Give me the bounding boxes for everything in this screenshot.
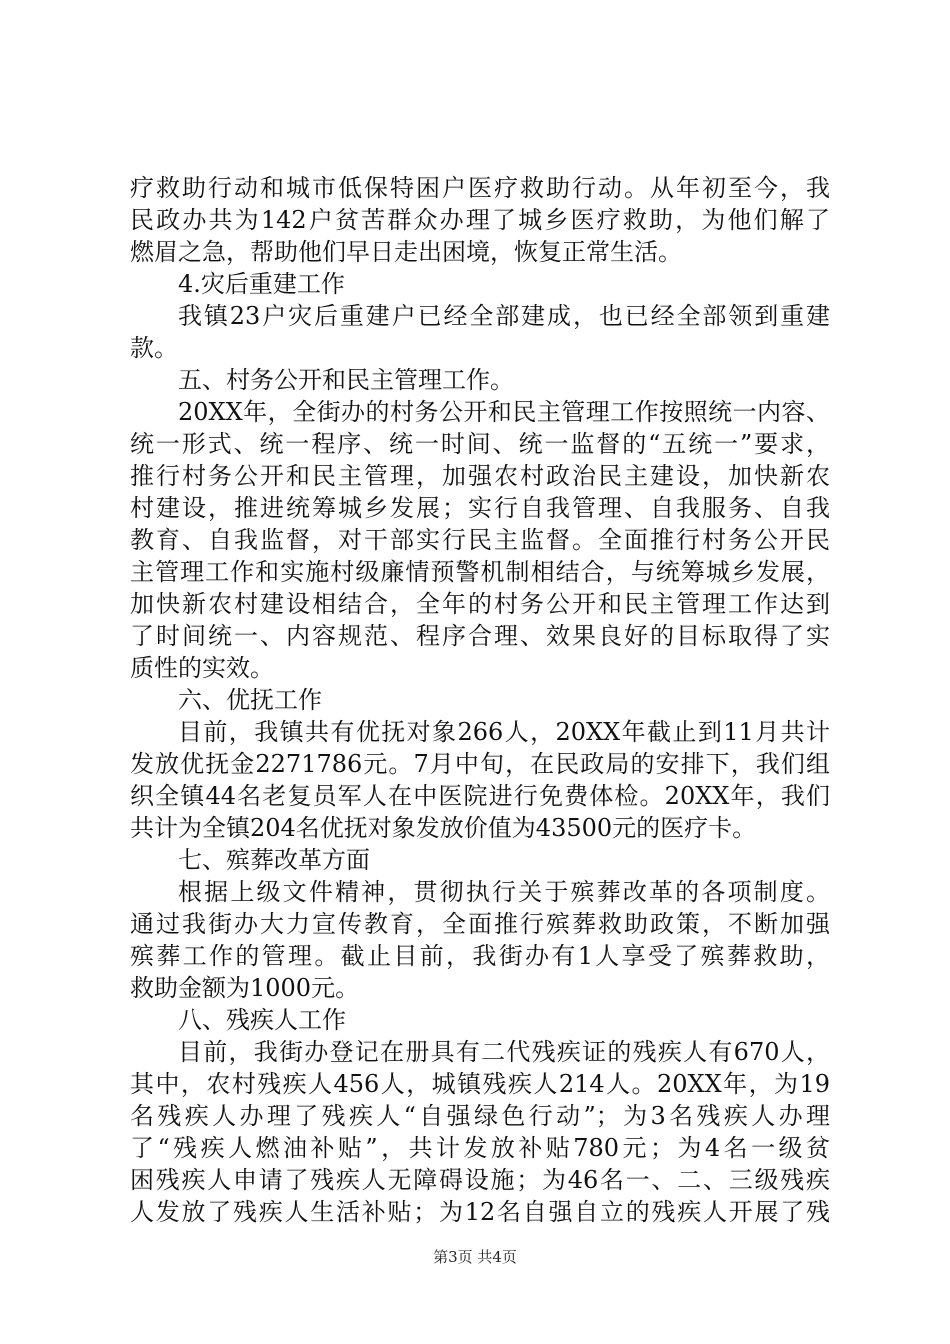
body-text [130, 172, 830, 1228]
text-line: 织全镇44名老复员军人在中医院进行免费体检。20XX年，我们 [130, 782, 830, 810]
text-line: 目前，我镇共有优抚对象266人，20XX年截止到11月共计 [178, 718, 830, 746]
text-line: 目前，我街办登记在册具有二代残疾证的残疾人有670人， [178, 1038, 830, 1066]
text-line: 人发放了残疾人生活补贴；为12名自强自立的残疾人开展了残 [130, 1198, 830, 1226]
text-line: 统一形式、统一程序、统一时间、统一监督的“五统一”要求， [130, 430, 830, 458]
section-heading: 七、殡葬改革方面 [178, 846, 370, 874]
text-line: 殡葬工作的管理。截止目前，我街办有1人享受了殡葬救助， [130, 942, 830, 970]
text-line: 20XX年，全街办的村务公开和民主管理工作按照统一内容、 [178, 398, 830, 426]
section-heading: 六、优抚工作 [178, 686, 322, 714]
text-line: 了“残疾人燃油补贴”，共计发放补贴780元；为4名一级贫 [130, 1134, 830, 1162]
text-line: 共计为全镇204名优抚对象发放价值为43500元的医疗卡。 [130, 814, 757, 842]
text-line: 疗救助行动和城市低保特困户医疗救助行动。从年初至今，我 [130, 174, 830, 202]
text-line: 燃眉之急，帮助他们早日走出困境，恢复正常生活。 [130, 238, 682, 266]
text-line: 民政办共为142户贫苦群众办理了城乡医疗救助，为他们解了 [130, 206, 830, 234]
text-line: 根据上级文件精神，贯彻执行关于殡葬改革的各项制度。 [178, 878, 830, 906]
text-line: 通过我街办大力宣传教育，全面推行殡葬救助政策，不断加强 [130, 910, 830, 938]
text-line: 推行村务公开和民主管理，加强农村政治民主建设，加快新农 [130, 462, 830, 490]
page-footer: 第3页 共4页 [433, 1248, 517, 1266]
text-line: 教育、自我监督，对干部实行民主监督。全面推行村务公开民 [130, 526, 830, 554]
text-line: 名残疾人办理了残疾人“自强绿色行动”；为3名残疾人办理 [130, 1102, 830, 1130]
text-line: 其中，农村残疾人456人，城镇残疾人214人。20XX年，为19 [130, 1070, 830, 1098]
text-line: 主管理工作和实施村级廉情预警机制相结合，与统筹城乡发展， [130, 558, 830, 586]
text-line: 困残疾人申请了残疾人无障碍设施；为46名一、二、三级残疾 [130, 1166, 830, 1194]
text-line: 发放优抚金2271786元。7月中旬，在民政局的安排下，我们组 [130, 750, 830, 778]
text-line: 款。 [130, 334, 178, 362]
section-heading: 八、残疾人工作 [178, 1006, 346, 1034]
text-line: 质性的实效。 [130, 654, 274, 682]
section-heading: 五、村务公开和民主管理工作。 [178, 366, 514, 394]
text-line: 加快新农村建设相结合，全年的村务公开和民主管理工作达到 [130, 590, 830, 618]
text-line: 村建设，推进统筹城乡发展；实行自我管理、自我服务、自我 [130, 494, 830, 522]
section-heading: 4.灾后重建工作 [178, 270, 345, 298]
text-line: 救助金额为1000元。 [130, 974, 360, 1002]
text-line: 我镇23户灾后重建户已经全部建成，也已经全部领到重建 [178, 302, 830, 330]
text-line: 了时间统一、内容规范、程序合理、效果良好的目标取得了实 [130, 622, 830, 650]
